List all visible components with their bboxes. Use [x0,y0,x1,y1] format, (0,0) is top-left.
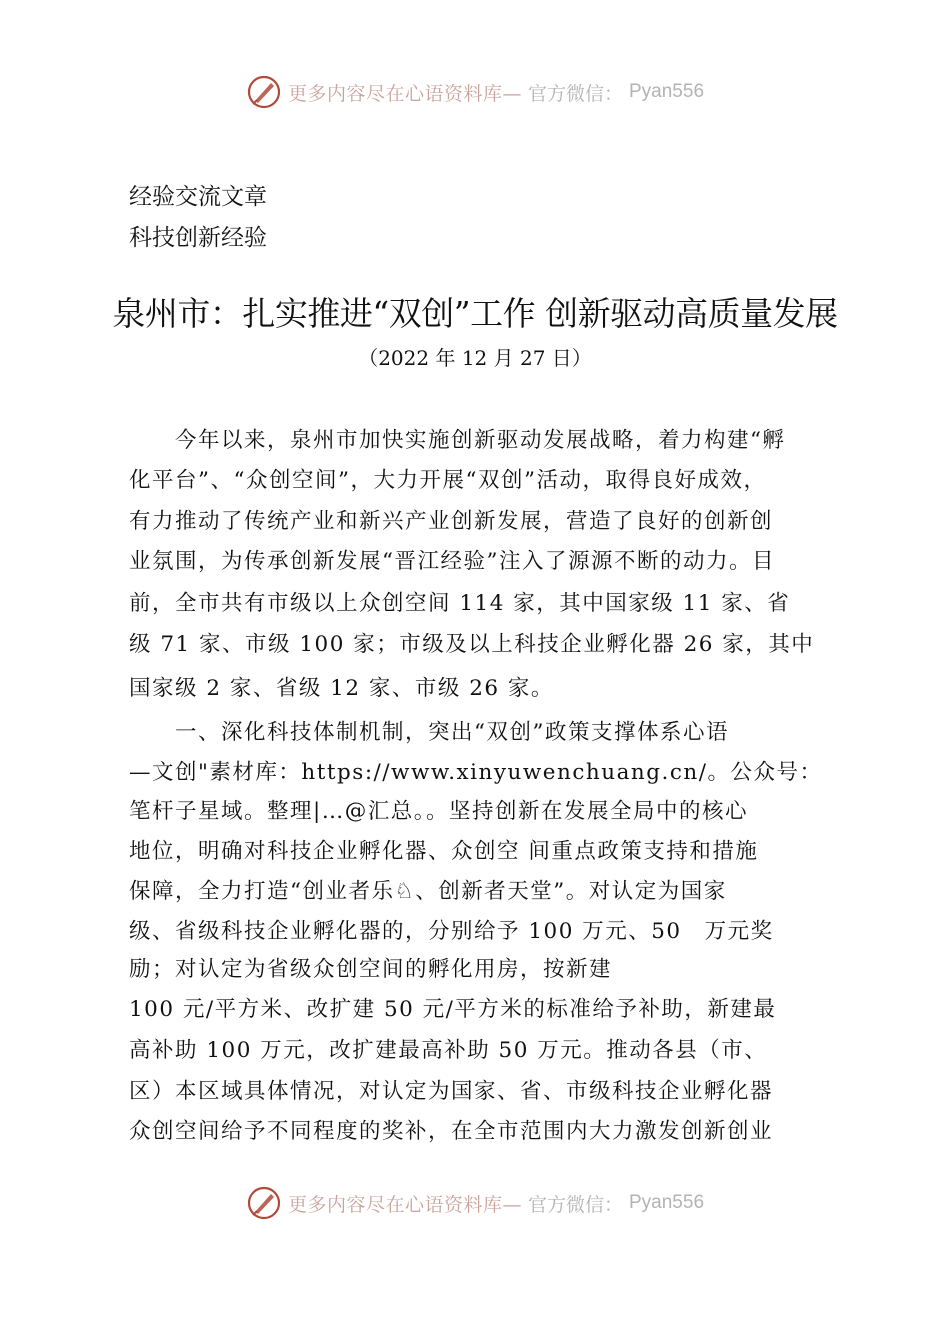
subcategory-label: 科技创新经验 [129,225,267,251]
body-line: —文创"素材库：https://www.xinyuwenchuang.cn/。公众号： [129,760,823,785]
body-line: 业氛围，为传承创新发展“晋江经验”注入了源源不断的动力。目 [129,549,775,574]
body-line: 保障，全力打造“创业者乐♘、创新者天堂”。对认定为国家 [129,879,727,904]
body-line: 一、深化科技体制机制，突出“双创”政策支撑体系心语 [129,720,729,745]
body-line: 今年以来，泉州市加快实施创新驱动发展战略，着力构建“孵 [129,428,786,453]
watermark-header [0,72,950,112]
article-date: （2022 年 12 月 27 日） [358,346,592,370]
body-line: 国家级 2 家、省级 12 家、市级 26 家。 [129,676,554,701]
body-line: 有力推动了传统产业和新兴产业创新发展，营造了良好的创新创 [129,509,774,534]
body-line: 笔杆子星域。整理|…@汇总。。坚持创新在发展全局中的核心 [129,799,748,824]
watermark-wechat-id: Pyan556 [629,1192,705,1213]
quill-logo-icon [246,74,282,110]
body-line: 高补助 100 万元，改扩建最高补助 50 万元。推动各县（市、 [129,1038,768,1063]
watermark-wechat-label: 官方微信： [527,82,623,105]
watermark-text: 更多内容尽在心语资料库— [287,82,522,105]
category-label: 经验交流文章 [129,184,267,210]
body-line: 100 元/平方米、改扩建 50 元/平方米的标准给予补助，新建最 [129,997,777,1022]
body-line: 化平台”、“众创空间”，大力开展“双创”活动，取得良好成效， [129,468,767,493]
quill-logo-icon [246,1185,282,1221]
watermark-wechat-label: 官方微信： [527,1193,623,1216]
body-line: 前，全市共有市级以上众创空间 114 家，其中国家级 11 家、省 [129,591,791,616]
body-line: 励；对认定为省级众创空间的孵化用房，按新建 [129,957,613,982]
watermark-text: 更多内容尽在心语资料库— [287,1193,522,1216]
watermark-footer [0,1183,950,1223]
body-line: 地位，明确对科技企业孵化器、众创空 间重点政策支持和措施 [129,839,759,864]
body-line: 众创空间给予不同程度的奖补，在全市范围内大力激发创新创业 [129,1119,774,1144]
body-line: 级 71 家、市级 100 家；市级及以上科技企业孵化器 26 家，其中 [129,632,815,657]
body-line: 级、省级科技企业孵化器的，分别给予 100 万元、50 万元奖 [129,919,774,944]
body-line: 区）本区域具体情况，对认定为国家、省、市级科技企业孵化器 [129,1079,774,1104]
watermark-wechat-id: Pyan556 [629,81,705,102]
article-title: 泉州市：扎实推进“双创”工作 创新驱动高质量发展 [112,294,838,333]
